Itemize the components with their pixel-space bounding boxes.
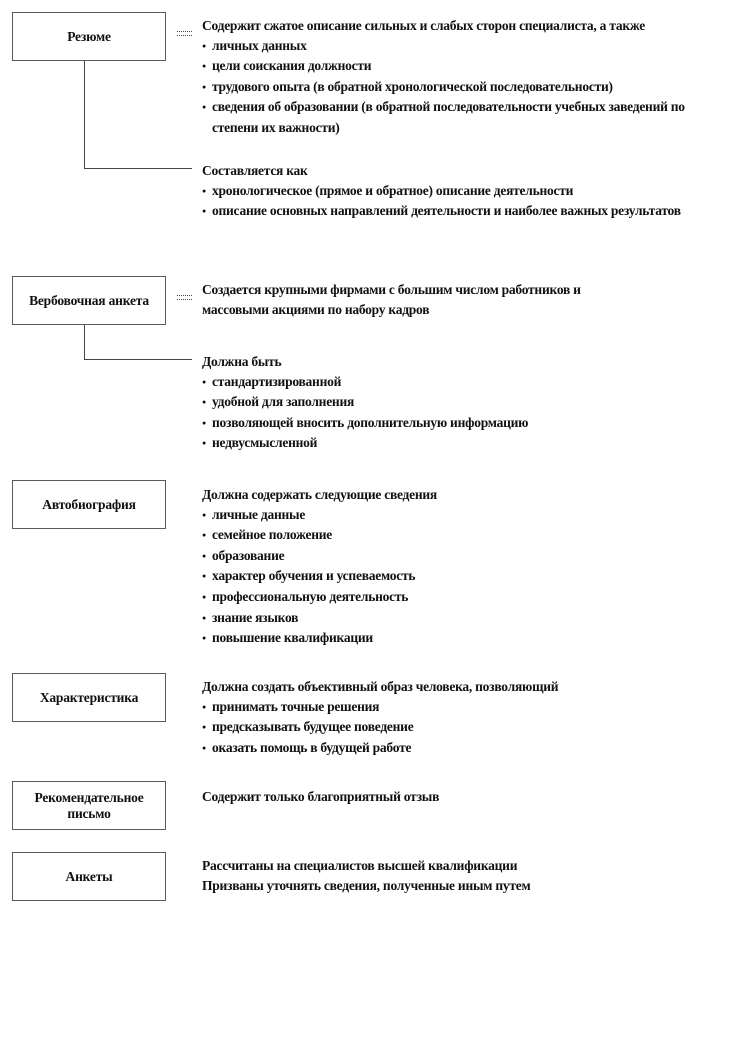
recommendation-letter-description-line: Содержит только благоприятный отзыв (202, 789, 440, 804)
autobiography-bullet: ● семейное положение (202, 525, 727, 546)
resume-description-intro: Содержит сжатое описание сильных и слабых сторон специалиста, а также (202, 18, 645, 33)
recruitment-form-description-line: массовыми акциями по набору кадров (202, 301, 430, 317)
recruitment-form-requirement-bullet: ● позволяющей вносить дополнительную информацию (202, 413, 727, 434)
recruitment-form-requirement-bullet: ● удобной для заполнения (202, 392, 727, 413)
reference-description-intro: Должна создать объективный образ человека, позволяющий (202, 679, 559, 694)
autobiography-bullet: ● профессиональную деятельность (202, 587, 727, 608)
recruitment-form-requirements (202, 352, 727, 454)
resume-compose-description (202, 161, 727, 222)
resume-description-bullet: ● трудового опыта (в обратной хронологической последовательности) (202, 77, 727, 98)
reference-description (202, 677, 727, 758)
autobiography-bullet: ● образование (202, 546, 727, 567)
resume-box: Резюме (12, 12, 166, 61)
recruitment-form-description (202, 280, 727, 319)
questionnaires-box: Анкеты (12, 852, 166, 901)
resume-description-bullet: ● личных данных (202, 36, 727, 57)
recruitment-form-requirement-bullet: ● недвусмысленной (202, 433, 727, 454)
resume-dotted-connector (177, 31, 192, 36)
recruitment-form-requirement-bullet: ● стандартизированной (202, 372, 727, 393)
recommendation-letter-box: Рекомендательное письмо (12, 781, 166, 830)
questionnaires-description-line: Рассчитаны на специалистов высшей квалификации (202, 858, 518, 873)
resume-horizontal-connector (84, 168, 192, 169)
questionnaires-description-line: Призваны уточнять сведения, полученные иным путем (202, 877, 531, 893)
resume-description-bullet: ● цели соискания должности (202, 56, 727, 77)
resume-compose-intro: Составляется как (202, 163, 308, 178)
autobiography-description (202, 485, 727, 649)
autobiography-description-intro: Должна содержать следующие сведения (202, 487, 437, 502)
recruitment-form-dotted-connector (177, 295, 192, 300)
reference-box: Характеристика (12, 673, 166, 722)
recommendation-letter-description (202, 787, 727, 807)
recruitment-form-box: Вербовочная анкета (12, 276, 166, 325)
recruitment-form-description-line: Создается крупными фирмами с большим числом работников и (202, 282, 581, 297)
recruitment-form-vertical-connector (84, 325, 85, 359)
autobiography-bullet: ● характер обучения и успеваемость (202, 566, 727, 587)
reference-bullet: ● оказать помощь в будущей работе (202, 738, 727, 759)
recruitment-form-requirements-intro: Должна быть (202, 354, 282, 369)
autobiography-bullet: ● знание языков (202, 608, 727, 629)
reference-bullet: ● предсказывать будущее поведение (202, 717, 727, 738)
autobiography-bullet: ● повышение квалификации (202, 628, 727, 649)
resume-compose-bullet: ● хронологическое (прямое и обратное) описание деятельности (202, 181, 727, 202)
reference-bullet: ● принимать точные решения (202, 697, 727, 718)
resume-description-bullet: ● сведения об образовании (в обратной последовательности учебных заведений по степени их важности) (202, 97, 692, 137)
autobiography-box: Автобиография (12, 480, 166, 529)
resume-compose-bullet: ● описание основных направлений деятельности и наиболее важных результатов (202, 201, 692, 222)
recruitment-form-horizontal-connector (84, 359, 192, 360)
questionnaires-description (202, 856, 727, 895)
autobiography-bullet: ● личные данные (202, 505, 727, 526)
resume-description (202, 16, 727, 138)
resume-vertical-connector (84, 61, 85, 168)
